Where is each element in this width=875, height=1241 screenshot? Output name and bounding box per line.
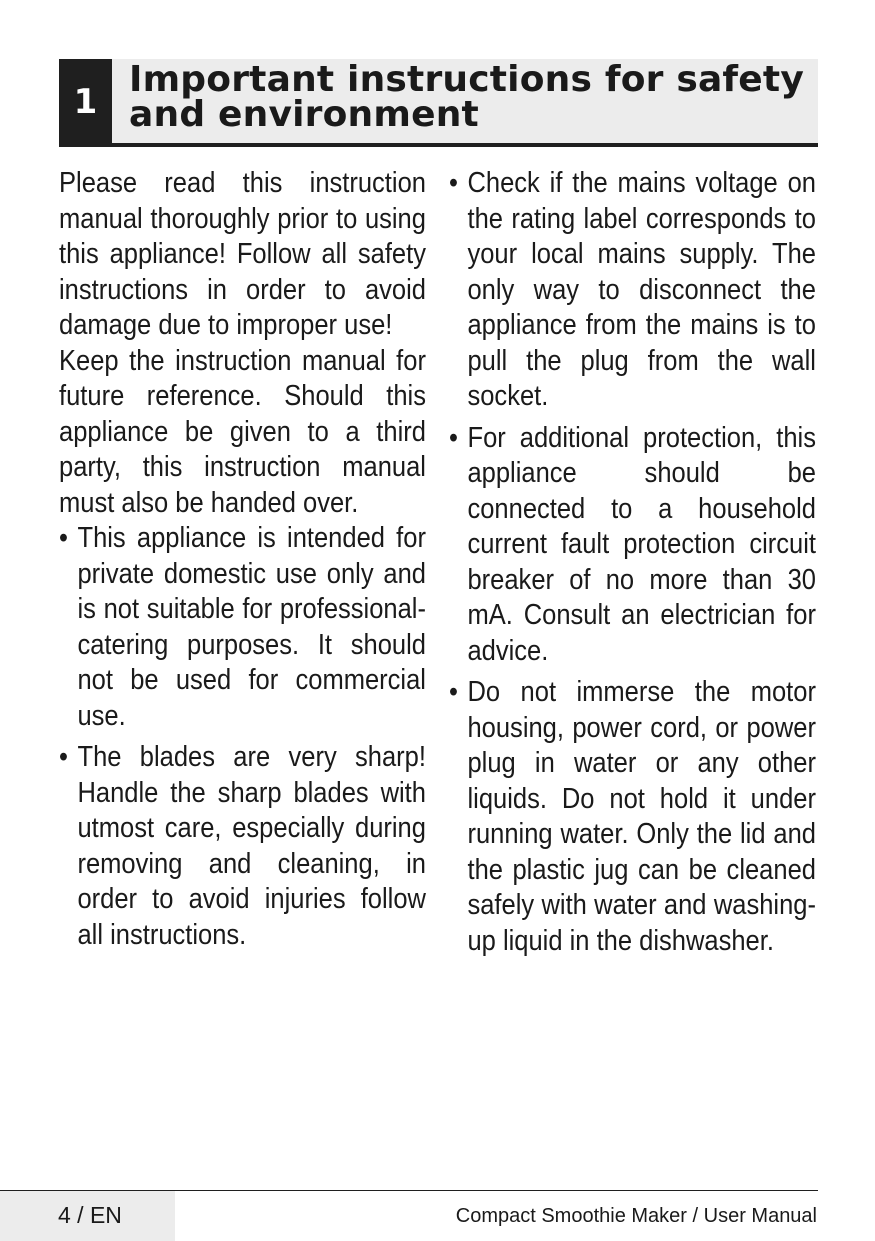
bullet-icon: •: [449, 676, 458, 708]
list-item: [449, 421, 816, 670]
page-number: 4 / EN: [58, 1202, 122, 1228]
list-item-text: For additional protection, this appliance should be connected to a household current fault protection circuit breaker of no more than 30 mA. Consult an electrician for advice.: [467, 421, 816, 667]
list-item: [449, 166, 816, 415]
bullet-icon: •: [449, 167, 458, 199]
bullet-icon: •: [59, 741, 68, 773]
list-item-text: This appliance is intended for private domestic use only and is not suitable for professional-catering purposes. It should not be used for commercial use.: [77, 522, 426, 732]
right-column: [449, 166, 816, 965]
document-title: Compact Smoothie Maker / User Manual: [455, 1205, 817, 1227]
header-divider: [59, 143, 818, 147]
intro-paragraph: Please read this instruction manual thoroughly prior to using this appliance! Follow all safety instructions in order to avoid damage due to improper use!: [59, 167, 426, 341]
safety-list: [59, 521, 426, 953]
safety-list: [449, 166, 816, 959]
list-item-text: Check if the mains voltage on the rating label corresponds to your local mains supply. The only way to disconnect the appliance from the mains is to pull the plug from the wall socket.: [467, 167, 816, 412]
list-item-text: The blades are very sharp! Handle the sharp blades with utmost care, especially during removing and cleaning, in order to avoid injuries follow all instructions.: [77, 741, 426, 951]
list-item: [59, 740, 426, 953]
bullet-icon: •: [449, 421, 458, 454]
list-item-text: Do not immerse the motor housing, power cord, or power plug in water or any other liquids. Do not hold it under running water. Only the lid and the plastic jug can be cleaned safely with water and washing-up liquid in the dishwasher.: [467, 676, 816, 957]
list-item: [449, 675, 816, 959]
section-title: Important instructions for safety and environment: [129, 59, 804, 135]
bullet-icon: •: [59, 522, 68, 554]
intro-paragraph: Keep the instruction manual for future reference. Should this appliance be given to a third party, this instruction manual must also be handed over.: [59, 344, 426, 519]
section-number: 1: [59, 59, 112, 144]
left-column: [59, 166, 426, 959]
list-item: [59, 521, 426, 734]
